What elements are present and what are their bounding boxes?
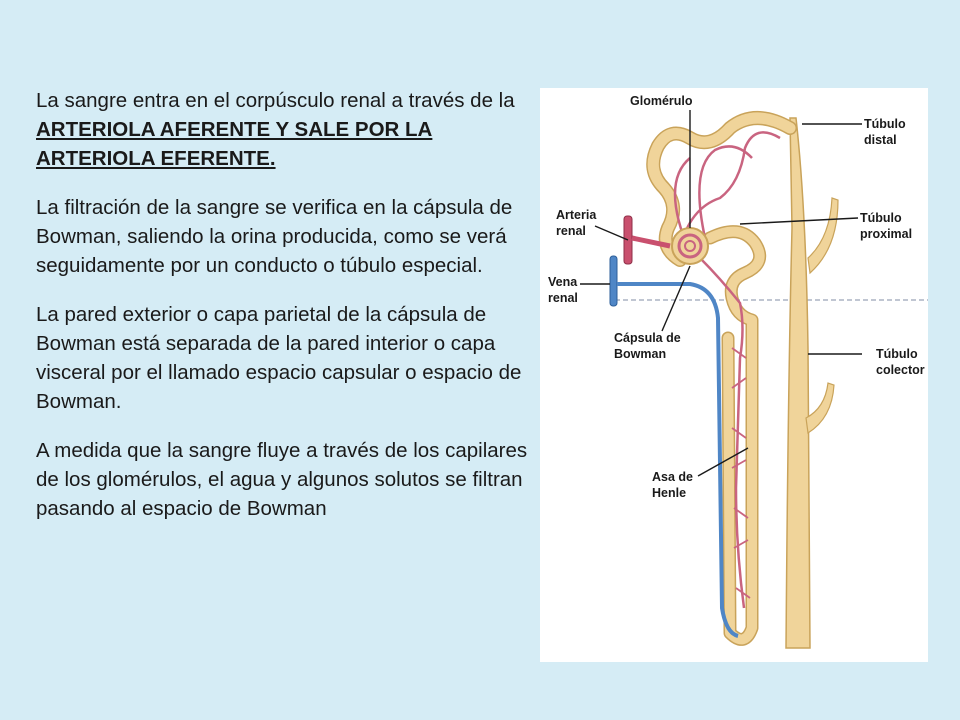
renal-vein — [610, 256, 738, 636]
glomerulus — [672, 228, 708, 264]
paragraph-1-text: La sangre entra en el corpúsculo renal a través de la — [36, 89, 515, 112]
collecting-tubule — [786, 118, 838, 648]
paragraph-2: La filtración de la sangre se verifica en la cápsula de Bowman, saliendo la orina producida, como se verá seguidamente por un conducto o túbulo especial. — [36, 196, 513, 277]
paragraph-1 — [36, 86, 536, 173]
label-tubulo-proximal-1: Túbulo — [860, 211, 902, 225]
label-tubulo-colector-1: Túbulo — [876, 347, 918, 361]
paragraph-4: A medida que la sangre fluye a través de los capilares de los glomérulos, el agua y algunos solutos se filtran pasando al espacio de Bowman — [36, 439, 528, 520]
label-vena-1: Vena — [548, 275, 578, 289]
text-column — [36, 86, 536, 543]
label-capsula-1: Cápsula de — [614, 331, 681, 345]
paragraph-3: La pared exterior o capa parietal de la cápsula de Bowman está separada de la pared interior o capa visceral por el llamado espacio capsular o espacio de Bowman. — [36, 303, 522, 413]
label-asa-1: Asa de — [652, 470, 693, 484]
label-glomerulo: Glomérulo — [630, 94, 693, 108]
label-asa-2: Henle — [652, 486, 687, 500]
label-tubulo-distal-2: distal — [864, 133, 897, 147]
label-tubulo-distal-1: Túbulo — [864, 117, 906, 131]
label-arteria-1: Arteria — [556, 208, 597, 222]
label-tubulo-colector-2: colector — [876, 363, 925, 377]
label-capsula-2: Bowman — [614, 347, 667, 361]
nephron-diagram — [540, 88, 928, 662]
paragraph-1-emphasis: ARTERIOLA AFERENTE Y SALE POR LA ARTERIOLA EFERENTE. — [36, 118, 433, 170]
label-tubulo-proximal-2: proximal — [860, 227, 913, 241]
label-arteria-2: renal — [556, 224, 586, 238]
label-vena-2: renal — [548, 291, 578, 305]
nephron-illustration — [540, 88, 928, 662]
